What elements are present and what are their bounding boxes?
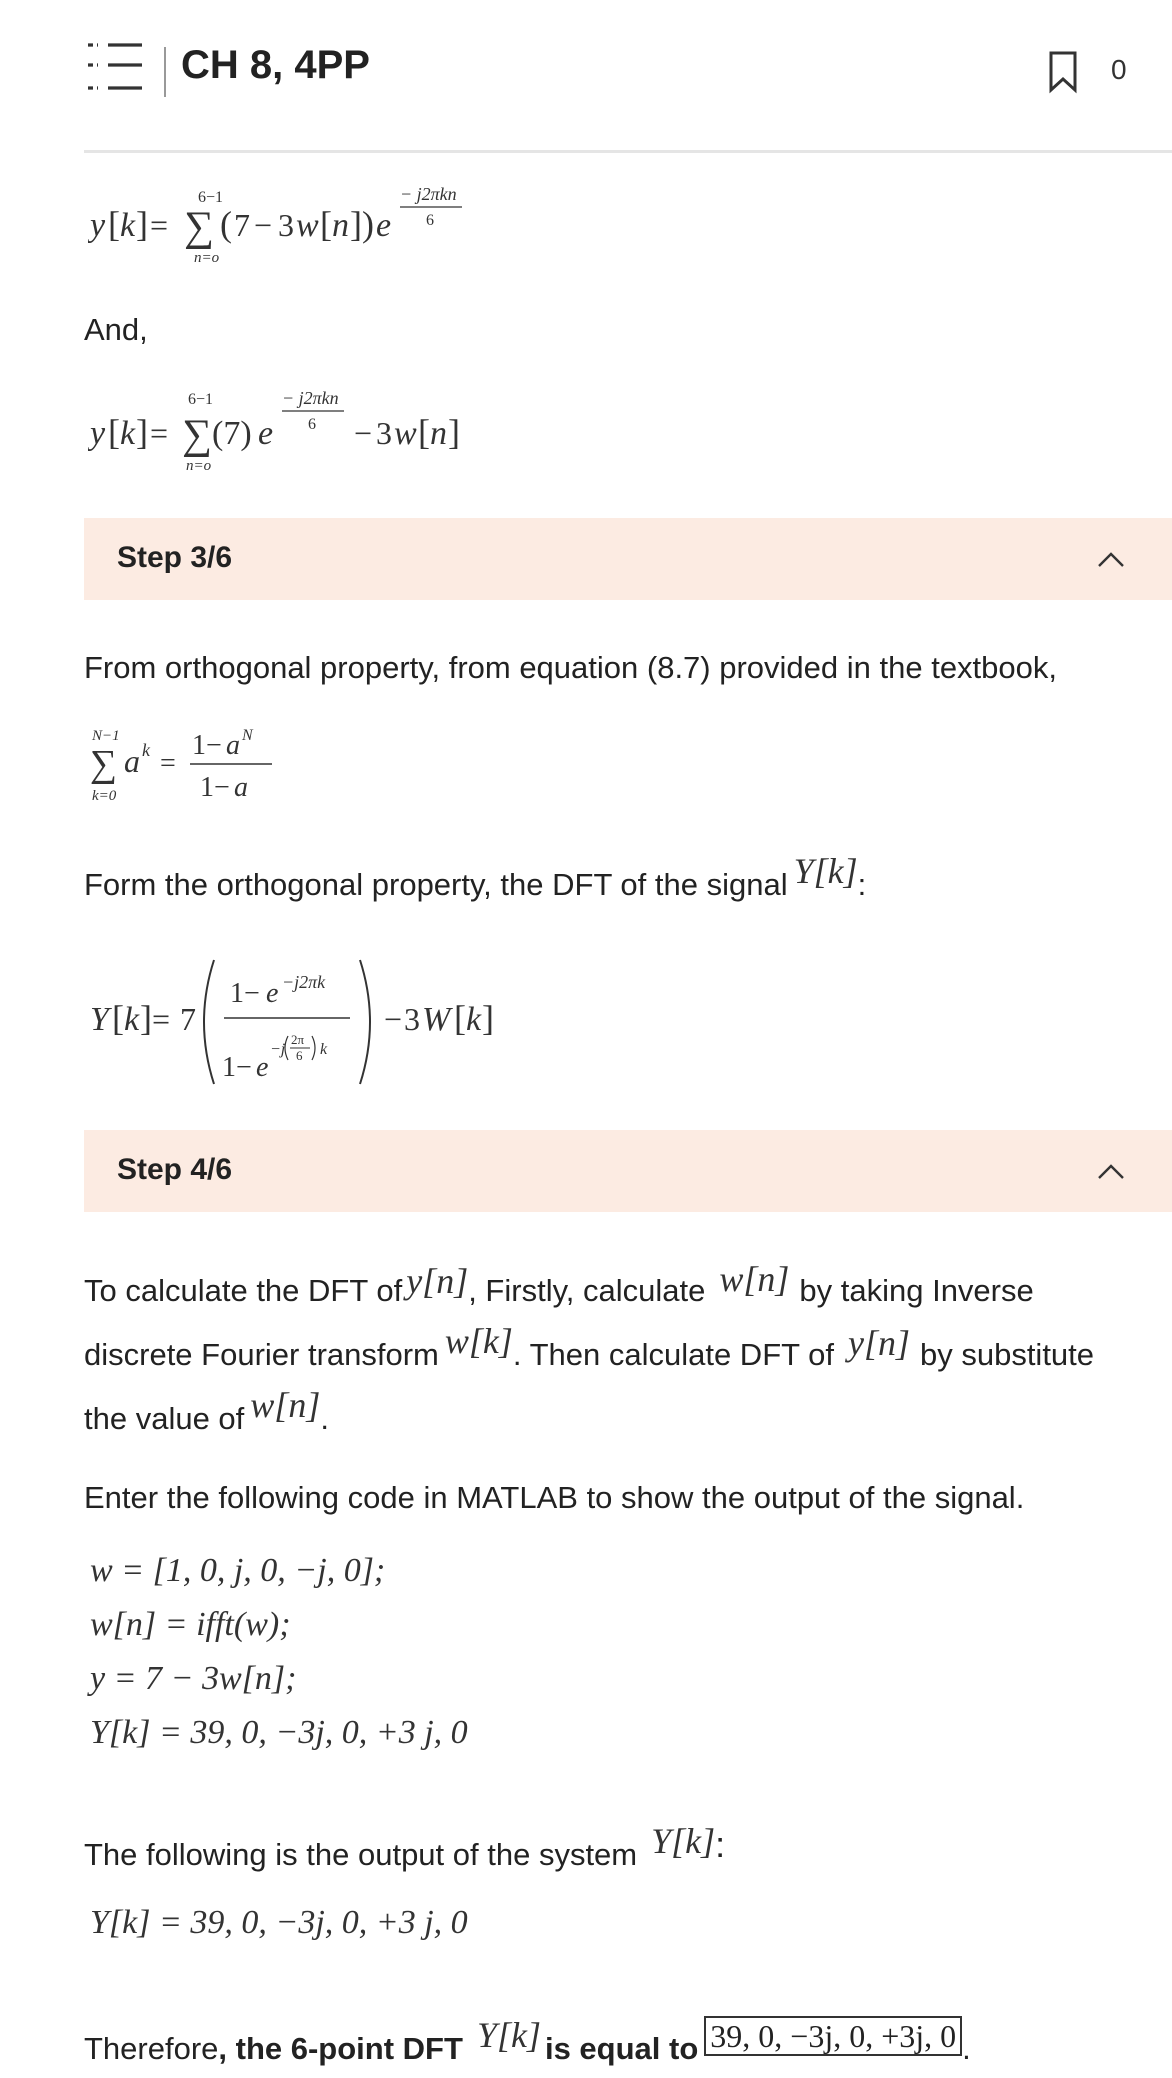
therefore-text-3: is equal to xyxy=(544,2031,699,2066)
dft-y-equation xyxy=(88,952,508,1092)
chevron-up-icon[interactable] xyxy=(1096,546,1126,572)
calc-text-2: , Firstly, calculate xyxy=(468,1273,706,1308)
svg-text:[: [ xyxy=(108,412,120,452)
svg-text:e: e xyxy=(256,1052,269,1083)
svg-text:]: ] xyxy=(136,412,148,452)
svg-text:6: 6 xyxy=(426,212,434,229)
svg-text:−j2πk: −j2πk xyxy=(282,972,326,992)
and-text: And, xyxy=(84,312,148,347)
svg-text:]: ] xyxy=(448,412,460,452)
svg-text:3: 3 xyxy=(404,1001,420,1037)
svg-text:N−1: N−1 xyxy=(92,728,120,744)
svg-text:(7): (7) xyxy=(212,415,252,452)
svg-text:a: a xyxy=(226,730,240,761)
svg-text:]: ] xyxy=(350,204,362,244)
svg-text:=: = xyxy=(160,748,176,779)
answer-box: 39, 0, −3j, 0, +3j, 0 xyxy=(704,2016,962,2056)
form-text-label: Form the orthogonal property, the DFT of the signal xyxy=(84,867,788,902)
svg-text:1−: 1− xyxy=(192,730,222,761)
calc-math-3: w[k] xyxy=(444,1321,513,1361)
geometric-sum-equation xyxy=(88,724,308,814)
therefore-text-1: Therefore xyxy=(84,2031,219,2066)
svg-text:−: − xyxy=(354,415,373,451)
svg-text:=: = xyxy=(150,207,169,243)
svg-text:=: = xyxy=(150,415,169,451)
svg-text:]: ] xyxy=(482,998,494,1038)
calc-math-4: y[n] xyxy=(847,1323,910,1363)
svg-text:]: ] xyxy=(136,204,148,244)
orthogonal-text: From orthogonal property, from equation (8.7) provided in the textbook, xyxy=(84,650,1058,685)
svg-text:n=o: n=o xyxy=(186,458,212,474)
svg-text:− j2πkn: − j2πkn xyxy=(400,184,457,204)
svg-text:− j2πkn: − j2πkn xyxy=(282,388,339,408)
calc-math-5: w[n] xyxy=(250,1385,321,1425)
code-line-1: w = [1, 0, j, 0, −j, 0]; xyxy=(90,1552,386,1589)
output-text-label: The following is the output of the system xyxy=(84,1837,638,1872)
step-3-header[interactable] xyxy=(84,518,1172,600)
output-text: The following is the output of the system Y[k]: xyxy=(84,1821,726,1872)
svg-text:]: ] xyxy=(140,998,152,1038)
svg-text:[: [ xyxy=(454,998,466,1038)
therefore-text-2: , the 6-point DFT xyxy=(218,2031,463,2066)
step-4-header[interactable] xyxy=(84,1130,1172,1212)
svg-text:6: 6 xyxy=(296,1048,303,1063)
header-divider-line xyxy=(84,150,1172,153)
svg-text:e: e xyxy=(258,415,274,452)
header-divider xyxy=(164,47,166,97)
svg-text:k: k xyxy=(142,740,150,760)
calc-line-1 xyxy=(84,1259,1034,1310)
therefore-line: Therefore, the 6-point DFT Y[k] is equal to 39, 0, −3j, 0, +3j, 0 . xyxy=(84,2015,971,2066)
calc-text-6: by substitute xyxy=(919,1337,1095,1372)
svg-text:6−1: 6−1 xyxy=(198,189,224,206)
svg-text:n: n xyxy=(430,415,447,452)
output-math: Y[k] xyxy=(651,1821,716,1861)
svg-text:W: W xyxy=(422,1001,451,1038)
svg-text:[: [ xyxy=(320,204,332,244)
bookmark-icon[interactable] xyxy=(1048,50,1078,94)
svg-text:n=o: n=o xyxy=(194,250,220,266)
calc-line-3: the value of w[n]. xyxy=(84,1385,329,1436)
svg-text:k: k xyxy=(124,1001,140,1038)
svg-text:w: w xyxy=(296,207,319,244)
svg-text:a: a xyxy=(234,772,248,803)
page-title: CH 8, 4PP xyxy=(181,43,370,87)
svg-text:−j: −j xyxy=(270,1041,286,1058)
svg-text:3: 3 xyxy=(278,207,294,243)
chevron-up-icon[interactable] xyxy=(1096,1158,1126,1184)
menu-icon[interactable] xyxy=(86,36,154,104)
svg-text:∑: ∑ xyxy=(184,204,214,250)
svg-text:−: − xyxy=(384,1001,403,1037)
svg-text:∑: ∑ xyxy=(90,743,118,785)
svg-text:∑: ∑ xyxy=(182,412,212,458)
svg-text:k: k xyxy=(320,1041,328,1058)
svg-text:7: 7 xyxy=(234,207,250,243)
svg-text:k: k xyxy=(120,415,136,452)
svg-text:2π: 2π xyxy=(291,1032,305,1047)
enter-text: Enter the following code in MATLAB to show the output of the signal. xyxy=(84,1480,1025,1515)
svg-text:6−1: 6−1 xyxy=(188,391,214,408)
svg-text:[: [ xyxy=(108,204,120,244)
calc-text-4: discrete Fourier transform xyxy=(84,1337,439,1372)
equation-2 xyxy=(88,386,508,476)
svg-text:k: k xyxy=(466,1001,482,1038)
equation-1 xyxy=(88,178,508,268)
svg-text:a: a xyxy=(124,743,140,779)
step-3-label: Step 3/6 xyxy=(117,541,233,574)
svg-text:n: n xyxy=(332,207,349,244)
svg-text:k: k xyxy=(120,207,136,244)
step-4-label: Step 4/6 xyxy=(117,1153,233,1186)
code-line-3: y = 7 − 3w[n]; xyxy=(90,1660,297,1697)
svg-text:N: N xyxy=(242,727,253,744)
svg-text:Y: Y xyxy=(90,1001,109,1038)
form-text: Form the orthogonal property, the DFT of the signal Y[k]: xyxy=(84,851,867,902)
calc-math-1: y[n] xyxy=(406,1261,469,1301)
svg-text:y: y xyxy=(90,415,106,452)
svg-text:3: 3 xyxy=(376,415,392,451)
svg-text:−: − xyxy=(254,207,273,243)
svg-text:e: e xyxy=(266,978,279,1009)
calc-text-5: . Then calculate DFT of xyxy=(512,1337,834,1372)
bookmark-count: 0 xyxy=(1111,54,1127,85)
form-math: Y[k] xyxy=(793,851,858,891)
svg-text:7: 7 xyxy=(180,1001,196,1037)
svg-text:=: = xyxy=(152,1001,171,1037)
svg-text:w: w xyxy=(394,415,417,452)
svg-text:6: 6 xyxy=(308,416,316,433)
svg-text:[: [ xyxy=(418,412,430,452)
calc-text-7: the value of xyxy=(84,1401,245,1436)
svg-text:k=0: k=0 xyxy=(92,788,117,804)
calc-math-2: w[n] xyxy=(719,1259,790,1299)
code-line-4: Y[k] = 39, 0, −3j, 0, +3 j, 0 xyxy=(90,1714,468,1751)
output-equation: Y[k] = 39, 0, −3j, 0, +3 j, 0 xyxy=(90,1904,468,1941)
svg-text:[: [ xyxy=(112,998,124,1038)
calc-line-2 xyxy=(84,1321,1095,1374)
svg-text:y: y xyxy=(90,207,106,244)
svg-text:1−: 1− xyxy=(222,1052,252,1083)
therefore-math: Y[k] xyxy=(476,2015,541,2055)
svg-text:e: e xyxy=(376,207,392,244)
calc-text-1: To calculate the DFT of xyxy=(84,1273,403,1308)
svg-text:): ) xyxy=(362,204,374,244)
svg-text:1−: 1− xyxy=(200,772,230,803)
code-line-2: w[n] = ifft(w); xyxy=(90,1606,291,1643)
calc-text-3: by taking Inverse xyxy=(799,1273,1034,1308)
header xyxy=(0,0,1172,150)
svg-text:1−: 1− xyxy=(230,978,260,1009)
svg-text:(: ( xyxy=(220,204,232,244)
